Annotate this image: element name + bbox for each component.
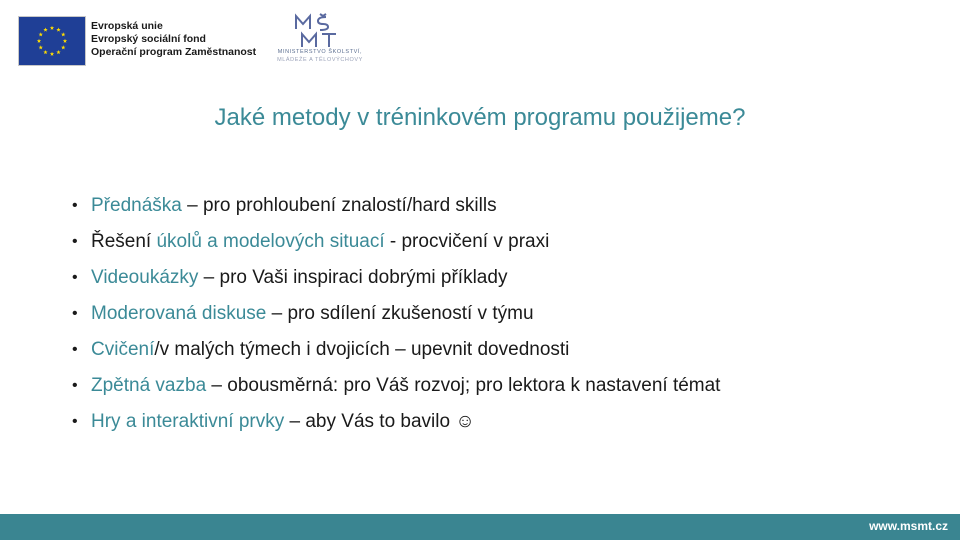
bullet-icon: • — [72, 305, 78, 322]
bullet-icon: • — [72, 341, 78, 358]
method-name: Zpětná vazba — [91, 375, 207, 396]
list-item — [72, 405, 720, 441]
method-description: – pro prohloubení znalostí/hard skills — [181, 195, 497, 216]
eu-flag-logo — [18, 16, 86, 66]
method-description: – pro Vaši inspiraci dobrými příklady — [198, 267, 508, 288]
bullet-icon: • — [72, 413, 78, 430]
bullet-icon: • — [72, 377, 78, 394]
eu-text-line: Operační program Zaměstnanost — [91, 46, 257, 58]
list-item — [72, 261, 720, 297]
method-list — [72, 189, 720, 441]
slide-title: Jaké metody v tréninkovém programu použijeme? — [214, 104, 746, 131]
msmt-mark-icon — [292, 13, 342, 51]
method-name: Přednáška — [91, 195, 182, 216]
method-description: – aby Vás to bavilo ☺ — [284, 411, 475, 432]
bullet-icon: • — [72, 197, 78, 214]
method-name: Hry a interaktivní prvky — [91, 411, 285, 432]
method-prefix: Řešení — [91, 231, 157, 252]
eu-program-text — [91, 20, 256, 59]
bullet-icon: • — [72, 269, 78, 286]
list-item — [72, 189, 720, 225]
msmt-logo-line1: MINISTERSTVO ŠKOLSTVÍ, — [277, 49, 363, 55]
list-item — [72, 333, 720, 369]
bullet-icon: • — [72, 233, 78, 250]
list-item — [72, 297, 720, 333]
list-item — [72, 369, 720, 405]
footer-bar — [0, 514, 960, 540]
method-name: Moderovaná diskuse — [91, 303, 267, 324]
method-name: úkolů a modelových situací — [156, 231, 385, 252]
method-name: Videoukázky — [91, 267, 199, 288]
method-description: – pro sdílení zkušeností v týmu — [266, 303, 534, 324]
method-description: – obousměrná: pro Váš rozvoj; pro lektora k nastavení témat — [206, 375, 721, 396]
method-name: Cvičení — [91, 339, 155, 360]
footer-url: www.msmt.cz — [869, 519, 948, 533]
msmt-logo — [268, 13, 372, 67]
list-item — [72, 225, 720, 261]
msmt-logo-line2: MLÁDEŽE A TĚLOVÝCHOVY — [277, 57, 363, 63]
eu-text-line: Evropský sociální fond — [91, 33, 206, 45]
method-description: - procvičení v praxi — [384, 231, 550, 252]
eu-flag-icon — [19, 17, 85, 65]
method-description: /v malých týmech i dvojicích – upevnit dovednosti — [154, 339, 570, 360]
eu-text-line: Evropská unie — [91, 20, 163, 32]
